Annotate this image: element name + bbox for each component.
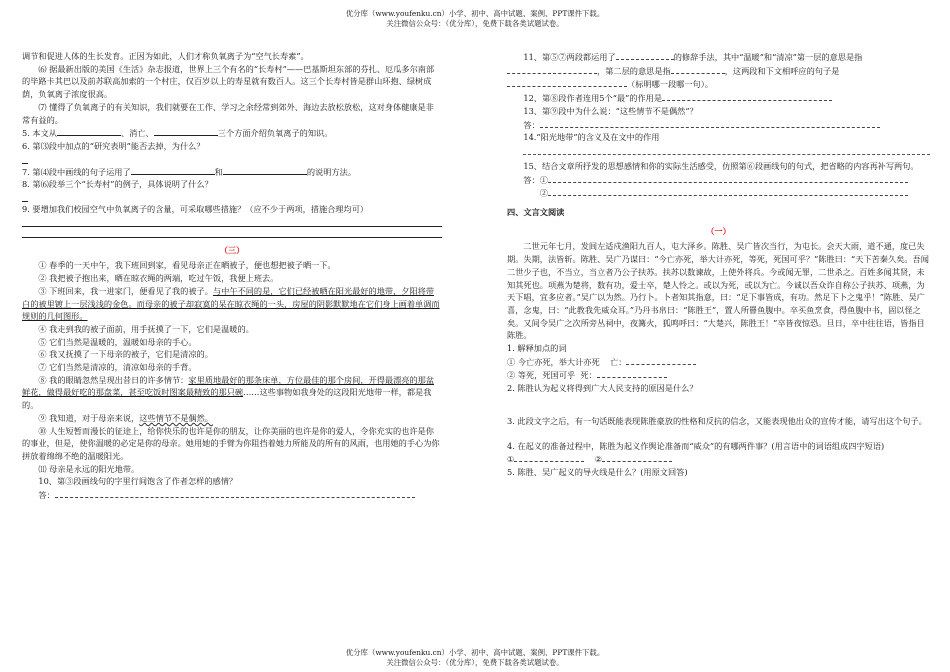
- footer-line-2: 关注微信公众号：（优分库），免费下载各类试题试卷。: [386, 657, 564, 667]
- page-footer: [0, 648, 950, 667]
- classical-question-2: 2. 陈胜认为起义将得到广大人民支持的原因是什么？: [507, 383, 698, 394]
- story-paragraph-4: ④ 我走到我的被子面前，用手抚摸了一下，它们是温暖的。: [38, 323, 254, 334]
- story-paragraph-8: ⑧ 我的眼睛忽然呈现出昔日的许多情节：家里质地最好的那条床单，方位最佳的那个房间，开得最漂亮的那盆鲜花，做得最好吃的那盘菜，甚至吃饭时图案最精致的那只碗……这些事物如我身处的这段阳光地带一样，都是我的。: [22, 374, 435, 411]
- answer-blank[interactable]: [602, 452, 672, 462]
- passage-paragraph-6: ⑹ 据最新出版的美国《生活》杂志报道，世界上三个有名的“长寿村”——巴基斯坦东部的芬扎、厄瓜多尔南部的毕路卡其巴以及前苏联高加索的一个村庄，仅百岁以上的寿星就有数百人。这三个长寿村皆是群山环抱、绿树成荫，负氧离子浓度很高。: [22, 63, 435, 100]
- answer-line[interactable]: [22, 217, 442, 227]
- answer-blank[interactable]: [507, 77, 627, 87]
- question-5: 5. 本文从 、消亡、 三个方面介绍负氧离子的知识。: [22, 128, 333, 139]
- underlined-sentence: 家里质地最好的那条床单，方位最佳的那个房间，开得最漂亮的那盆鲜花，做得最好吃的那盘菜，甚至吃饭时图案最精致的那只碗: [22, 374, 435, 398]
- answer-blank[interactable]: [597, 368, 667, 378]
- story-paragraph-11: ⑾ 母亲是永远的阳光地带。: [38, 463, 140, 474]
- story-paragraph-5: ⑤ 它们当然是温暖的，温暖如母亲的手心。: [38, 336, 197, 347]
- answer-line[interactable]: [22, 192, 28, 202]
- question-7: 7. 第⑷段中画线的句子运用了 和 的说明方法。: [22, 166, 357, 177]
- answer-blank[interactable]: [626, 355, 696, 365]
- question-6: 6. 第⑶段中加点的“研究表明”能否去掉，为什么？: [22, 140, 205, 151]
- classical-question-1: 1. 解释加点的词: [507, 343, 567, 354]
- answer-blank[interactable]: [57, 126, 121, 136]
- answer-blank[interactable]: [671, 64, 725, 74]
- answer-blank[interactable]: [154, 126, 218, 136]
- answer-blank[interactable]: [616, 50, 674, 60]
- header-line-2: 关注微信公众号：（优分库），免费下载各类试题试卷。: [386, 18, 564, 28]
- classical-question-4: 4. 在起义的准备过程中，陈胜为起义作舆论准备而“威众”的有哪两件事？(用言语中的词语组成四字短语): [507, 440, 885, 451]
- question-10: 10、第③段画线句的字里行间饱含了作者怎样的感情？: [38, 476, 238, 487]
- header-line-1: 优分库（www.youfenku.cn）小学、初中、高中试题、案例、PPT课件下载。: [345, 9, 605, 18]
- story-paragraph-1: ① 春季的一天中午，我下班回到家，看见母亲正在晒被子，便也想把被子晒一下。: [38, 260, 336, 271]
- question-9: 9. 要增加我们校园空气中负氧离子的含量，可采取哪些措施？（应不少于两项，措施合理均可）: [22, 204, 369, 215]
- classical-question-5: 5. 陈胜、吴广起义的导火线是什么？(用原文回答): [507, 466, 688, 477]
- answer-blank[interactable]: [507, 64, 597, 74]
- passage-paragraph: 调节和促进人体的生长发育。正因为如此，人们才称负氧离子为“空气长寿素”。: [22, 51, 309, 61]
- classical-question-1b: ② 等死，死国可乎 死：: [507, 368, 930, 382]
- question-12: 12、第⑧段作者连用5个“最”的作用是: [507, 91, 930, 105]
- right-column: [507, 50, 930, 479]
- question-11: 11、第⑤⑦两段都运用了 的修辞手法，其中“温暖”和“清凉”第一层的意思是指，第二层的意思是指 ，这两段和下文相呼应的句子是（标明哪一段哪一句）。: [507, 50, 930, 91]
- classical-question-3: 3. 此段文字之后，有一句话既能表现陈胜豪放的性格和反抗的信念，又能表现他出众的宣传才能，请写出这个句子。: [507, 415, 927, 426]
- story-paragraph-3: ③ 下班回来，我一进家门，便看见了我的被子。与中午不同的是，它们已经被晒在阳光最好的地带，夕阳将带白的被里镀上一层浅浅的金色。而母亲的被子却寂寞的呆在晾衣绳的一头，房屋的阴影默默地在它们身上画着单调而规则的几何图形。: [22, 285, 440, 322]
- story-paragraph-6: ⑥ 我又抚摸了一下母亲的被子，它们是清凉的。: [38, 349, 213, 360]
- answer-blank[interactable]: [540, 118, 880, 128]
- answer-blank[interactable]: [223, 165, 307, 175]
- classical-question-4-answers: ① ②: [507, 452, 930, 466]
- answer-row: 答：①: [507, 173, 930, 187]
- answer-line[interactable]: [523, 145, 930, 155]
- passage-paragraph-7: ⑺ 懂得了负氧离子的有关知识，我们就要在工作、学习之余经常到郊外、海边去放松放松，这对身体健康是非常有益的。: [22, 101, 434, 125]
- answer-blank[interactable]: [131, 165, 215, 175]
- classical-question-1a: ① 今亡亦死，举大计亦死 亡：: [507, 355, 930, 369]
- section-title-3: （三）: [219, 244, 245, 255]
- footer-line-1: 优分库（www.youfenku.cn）小学、初中、高中试题、案例、PPT课件下载。: [345, 648, 605, 657]
- subsection-title-1: （一）: [706, 225, 731, 236]
- answer-blank[interactable]: [548, 186, 908, 196]
- section-title-4: 四、文言文阅读: [507, 207, 565, 218]
- page-header: [0, 9, 950, 28]
- story-paragraph-2: ② 我把被子抱出来，晒在晾衣绳的两端，吃过午饭，我便上班去。: [38, 273, 279, 284]
- underlined-sentence: 与中午不同的是，它们已经被晒在阳光最好的地带，夕阳将带白的被里镀上一层浅浅的金色。: [22, 285, 435, 309]
- answer-row: 答：: [507, 118, 930, 132]
- answer-blank[interactable]: [662, 91, 832, 101]
- wavy-underlined-sentence: 这些情节不是偶然。: [139, 412, 213, 423]
- question-15: 15、结合文章所抒发的思想感情和你的实际生活感受，仿照第⑥段画线句的句式，把省略的内容再补写两句。: [523, 160, 919, 171]
- question-8: 8. 第⑹段举三个“长寿村”的例子，具体说明了什么？: [22, 179, 213, 190]
- classical-chinese-passage: 二世元年七月，发闾左适戍渔阳九百人，屯大泽乡。陈胜、吴广皆次当行，为屯长。会天大雨，道不通，度已失期。失期，法皆斩。陈胜、吴广乃谋曰：“今亡亦死，举大计亦死，等死，死国可乎？”陈胜曰：“天下苦秦久矣。吾闻二世少子也，不当立，当立者乃公子扶苏。扶苏以数谏故，上使外将兵。今或闻无罪，二世杀之。百姓多闻其贤，未知其死也。项燕为楚将，数有功，爱士卒，楚人怜之。或以为死，或以为亡。今诚以吾众诈自称公子扶苏、项燕，为天下唱，宜多应者。”吴广以为然。乃行卜。卜者知其指意，曰：“足下事皆成，有功。然足下卜之鬼乎！”陈胜、吴广喜，念鬼，曰：“此教我先威众耳。”乃丹书帛曰：“陈胜王”，置人所罾鱼腹中。卒买鱼烹食，得鱼腹中书，固以怪之矣。又间令吴广之次所旁丛祠中，夜篝火，狐鸣呼曰：“大楚兴，陈胜王！”卒皆夜惊恐。旦日，卒中往往语，皆指目陈胜。: [507, 241, 929, 341]
- answer-row: ②: [507, 186, 930, 200]
- story-paragraph-10: ⑩ 人生短暂而漫长的征途上，给你快乐的也许是你的朋友，让你美丽的也许是你的爱人，令你充实的也许是你的事业，但是，使你温暖的必定是你的母亲。她用她的手臂为你阻挡着她力所能及的所有的风雨，也用她的手心为你拼放着绵绵不绝的温暖阳光。: [22, 425, 440, 461]
- answer-line[interactable]: [22, 154, 28, 164]
- answer-blank[interactable]: [514, 452, 584, 462]
- question-13: 13、第⑨段中为什么说：“这些情节不是偶然”？: [523, 105, 698, 116]
- left-column: [22, 50, 442, 502]
- answer-blank[interactable]: [548, 173, 908, 183]
- underlined-sentence: 而母亲的被子却寂寞的呆在晾衣绳的一头，房屋的阴影默默地在它们身上画着单调而规则的几何图形。: [22, 298, 440, 322]
- answer-blank[interactable]: [55, 488, 415, 498]
- answer-row: 答：: [22, 488, 442, 502]
- question-14: 14.“阳光地带”的含义及在文中的作用: [523, 132, 660, 143]
- story-paragraph-9: ⑨ 我知道，对于母亲来说，这些情节不是偶然。: [38, 412, 213, 423]
- answer-line[interactable]: [22, 228, 442, 238]
- story-paragraph-7: ⑦ 它们当然是清凉的，清凉如母亲的手背。: [38, 362, 197, 373]
